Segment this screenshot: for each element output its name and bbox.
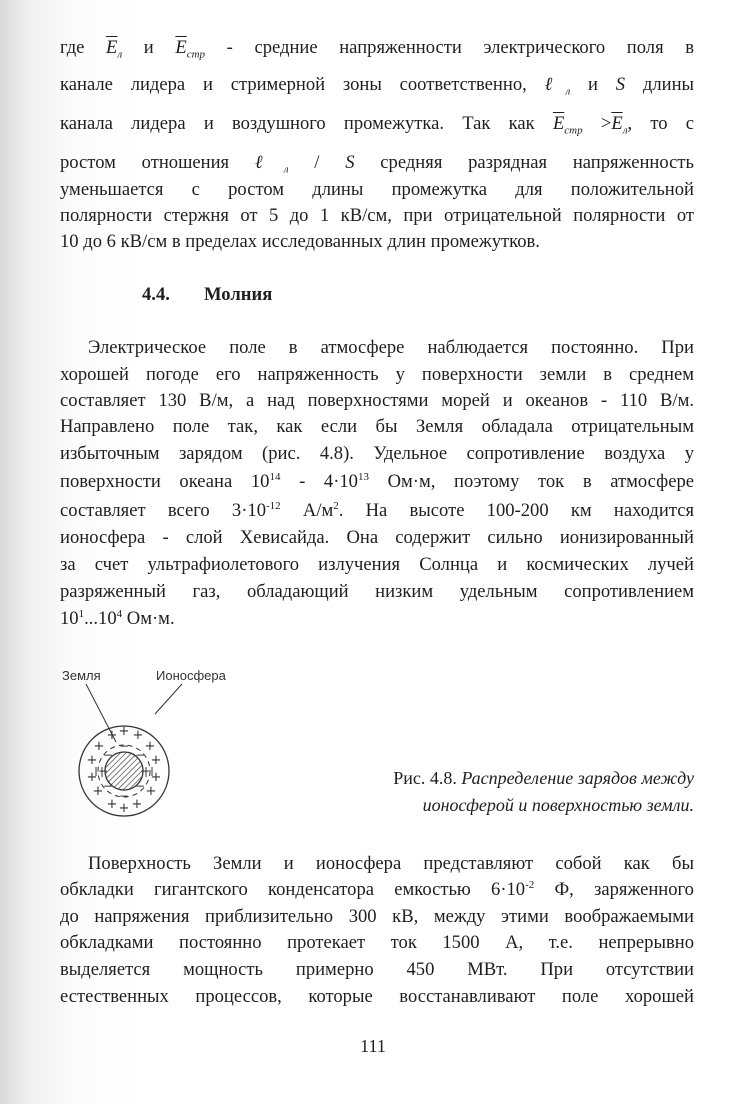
- svg-text:−: −: [102, 748, 114, 762]
- text-line: ионосфера - слой Хевисайда. Она содержит сильно ионизированный: [60, 527, 694, 548]
- page-number: 111: [360, 1036, 386, 1056]
- text-line: уменьшается с ростом длины промежутка для положительной: [60, 179, 694, 200]
- svg-text:+: +: [132, 728, 144, 743]
- svg-text:+: +: [86, 770, 98, 785]
- text-line: разряженный газ, обладающий низким удельным сопротивлением: [60, 581, 694, 602]
- svg-text:+: +: [145, 784, 157, 799]
- figure-label-earth: Земля: [62, 668, 101, 683]
- text-line: до напряжения приблизительно 300 кВ, между этими воображаемыми: [60, 906, 694, 927]
- charge-distribution-diagram: [56, 664, 256, 824]
- svg-text:−: −: [134, 748, 146, 762]
- svg-text:+: +: [118, 801, 130, 816]
- svg-text:+: +: [93, 739, 105, 754]
- section-title: Молния: [204, 284, 273, 305]
- text-line: хорошей погоде его напряженность у поверхности земли в среднем: [60, 364, 694, 385]
- figure-label-ionosphere: Ионосфера: [156, 668, 226, 683]
- text-line: составляет 130 В/м, а над поверхностями морей и океанов - 110 В/м.: [60, 390, 694, 411]
- svg-text:+: +: [144, 739, 156, 754]
- svg-text:+: +: [150, 753, 162, 768]
- svg-text:+: +: [106, 728, 118, 743]
- svg-text:+: +: [131, 797, 143, 812]
- svg-text:−: −: [139, 764, 151, 778]
- text-line: выделяется мощность примерно 450 МВт. При отсутствии: [60, 959, 694, 980]
- svg-text:+: +: [86, 753, 98, 768]
- figure-caption-line-2: ионосферой и поверхностью земли.: [422, 795, 694, 815]
- text-line: поверхности океана $10^{14} - 4\cdot 10^{13}$ Ом·м, поэтому ток в атмосфере: [60, 470, 694, 492]
- section-heading: [142, 284, 272, 306]
- figure-caption-line-1: Рис. 4.8. Распределение зарядов между: [393, 768, 694, 788]
- text-line: обкладками постоянно протекает ток 1500 А, т.е. непрерывно: [60, 932, 694, 953]
- svg-text:−: −: [97, 764, 109, 778]
- text-line: 10 до 6 кВ/см в пределах исследованных длин промежутков.: [60, 231, 540, 252]
- text-line: составляет всего $3\cdot 10^{-12}$ $А/м^2$. На высоте 100-200 км находится: [60, 499, 695, 521]
- svg-text:−: −: [118, 789, 130, 803]
- text-line: где $\overline{E}_л$ и $\overline{E}_{стр}$ - средние напряженности электрического поля в: [60, 37, 695, 61]
- ionosphere-leader-line: [155, 684, 182, 714]
- section-number: 4.4.: [142, 284, 170, 305]
- svg-text:+: +: [92, 784, 104, 799]
- text-line: канале лидера и стримерной зоны соответственно, ℓ$_л$ и S длины: [60, 74, 695, 98]
- svg-text:+: +: [118, 724, 130, 739]
- text-line: полярности стержня от 5 до 1 кВ/см, при отрицательной полярности от: [60, 205, 694, 226]
- text-line: Поверхность Земли и ионосфера представляют собой как бы: [88, 853, 694, 874]
- text-line: обкладки гигантского конденсатора емкостью $6\cdot 10^{-2}$ Ф, заряженного: [60, 878, 694, 900]
- svg-text:+: +: [106, 797, 118, 812]
- text-line: за счет ультрафиолетового излучения Солнца и космических лучей: [60, 554, 694, 575]
- svg-text:−: −: [134, 779, 146, 793]
- svg-text:+: +: [150, 770, 162, 785]
- text-line: естественных процессов, которые восстанавливают поле хорошей: [60, 986, 694, 1007]
- svg-text:−: −: [118, 739, 130, 753]
- text-line: Направлено поле так, как если бы Земля обладала отрицательным: [60, 416, 694, 437]
- text-line: избыточным зарядом (рис. 4.8). Удельное сопротивление воздуха у: [60, 443, 694, 464]
- text-line: Электрическое поле в атмосфере наблюдается постоянно. При: [88, 337, 694, 358]
- text-line: ростом отношения ℓ$_л$ / S средняя разрядная напряженность: [60, 152, 694, 176]
- svg-text:−: −: [102, 779, 114, 793]
- text-line: $10^1...10^4$ Ом·м.: [60, 607, 175, 629]
- text-line: канала лидера и воздушного промежутка. Так как $\overline{E}_{стр} >\overline{E}_л$, то с: [60, 113, 694, 137]
